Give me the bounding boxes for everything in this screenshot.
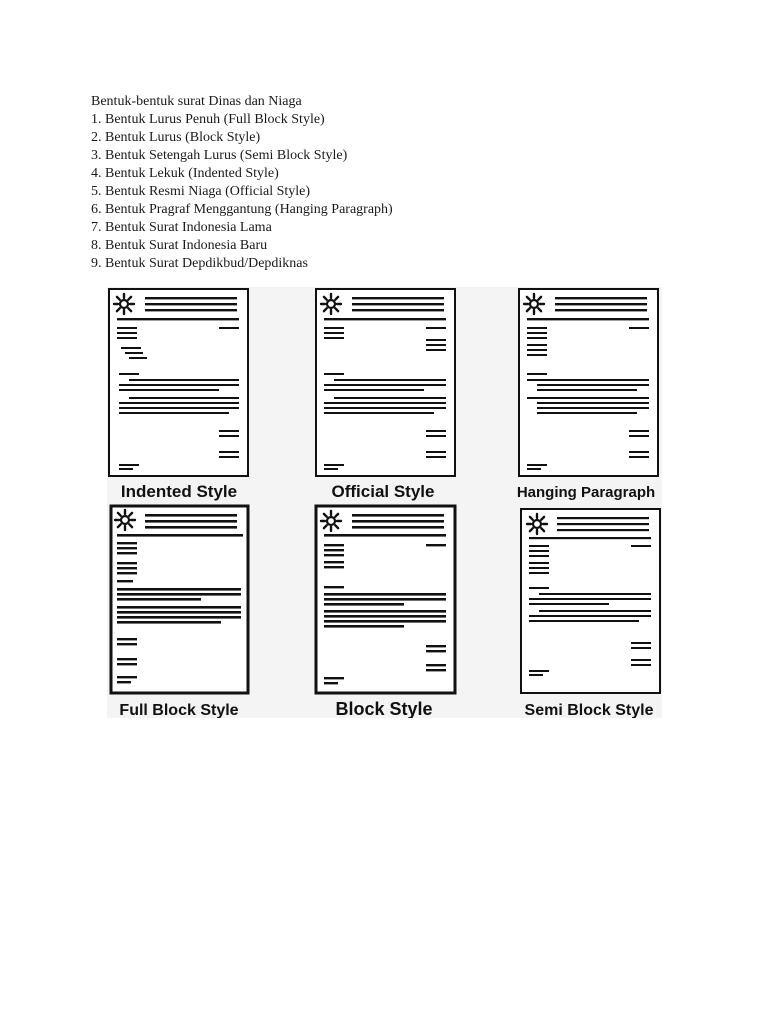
indented-style-letter (109, 289, 248, 476)
list-item: 4. Bentuk Lekuk (Indented Style) (91, 166, 279, 181)
official-style-letter (316, 289, 455, 476)
list-item: 7. Bentuk Surat Indonesia Lama (91, 220, 272, 235)
caption-official: Official Style (331, 482, 435, 501)
caption-full-block: Full Block Style (119, 702, 239, 718)
semi-block-style-letter (521, 509, 660, 693)
list-item: 8. Bentuk Surat Indonesia Baru (91, 238, 268, 253)
list-item: 5. Bentuk Resmi Niaga (Official Style) (91, 184, 311, 199)
caption-block: Block Style (335, 699, 433, 718)
caption-hanging: Hanging Paragraph (516, 484, 656, 501)
block-style-letter (316, 506, 455, 693)
list-item: 3. Bentuk Setengah Lurus (Semi Block Style) (91, 148, 348, 163)
list-item: 6. Bentuk Pragraf Menggantung (Hanging Paragraph) (91, 202, 393, 217)
list-item: 1. Bentuk Lurus Penuh (Full Block Style) (91, 112, 325, 127)
caption-semi-block: Semi Block Style (524, 702, 654, 718)
heading: Bentuk-bentuk surat Dinas dan Niaga (91, 94, 302, 109)
caption-indented: Indented Style (120, 482, 238, 501)
list-item: 2. Bentuk Lurus (Block Style) (91, 130, 261, 145)
full-block-style-letter (111, 506, 248, 693)
list-item: 9. Bentuk Surat Depdikbud/Depdiknas (91, 256, 308, 271)
letter-styles-figure (107, 287, 662, 718)
intro-text (91, 93, 393, 273)
hanging-paragraph-letter (519, 289, 658, 476)
